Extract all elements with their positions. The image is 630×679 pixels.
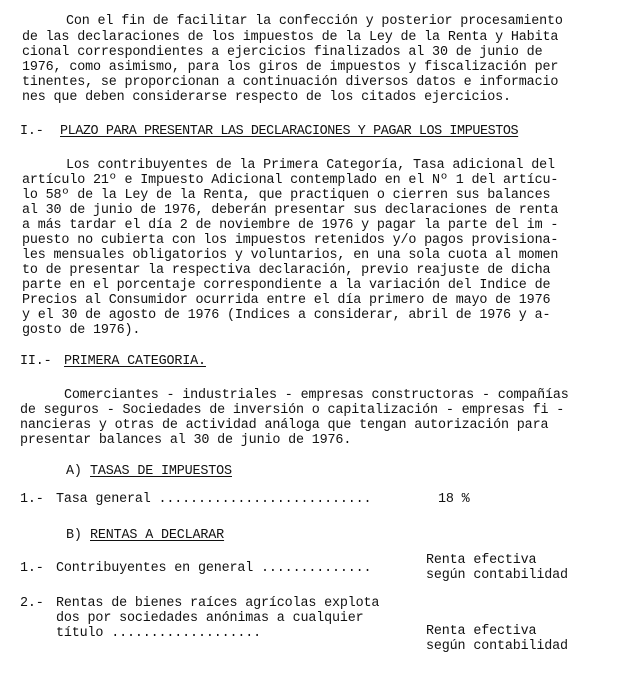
sub-b-item-1-text: Contribuyentes en general .............. bbox=[56, 561, 372, 576]
sub-a-item-value: 18 % bbox=[438, 492, 470, 507]
section-1-line-11: y el 30 de agosto de 1976 (Indices a considerar, abril de 1976 y a- bbox=[22, 308, 551, 323]
sub-b-item-2-line-3: título ................... bbox=[56, 626, 262, 641]
section-1-line-5: a más tardar el día 2 de noviembre de 1976 y pagar la parte del im - bbox=[22, 218, 559, 233]
sub-b-title: RENTAS A DECLARAR bbox=[90, 528, 225, 543]
intro-line-3: cional correspondientes a ejercicios finalizados al 30 de junio de bbox=[22, 45, 543, 60]
intro-line-5: tinentes, se proporcionan a continuación diversos datos e informacio bbox=[22, 75, 559, 90]
sub-a-item-number: 1.- bbox=[20, 492, 44, 507]
sub-b-item-1-value-line-2: según contabilidad bbox=[426, 568, 568, 583]
intro-line-4: 1976, como asimismo, para los giros de impuestos y fiscalización per bbox=[22, 60, 559, 75]
sub-a-item-text: Tasa general ........................... bbox=[56, 492, 372, 507]
section-1-line-8: to de presentar la respectiva declaración, previo reajuste de dicha bbox=[22, 263, 551, 278]
section-2-number: II.- bbox=[20, 354, 52, 369]
intro-line-1: Con el fin de facilitar la confección y posterior procesamiento bbox=[66, 14, 563, 29]
section-1-line-12: gosto de 1976). bbox=[22, 323, 141, 338]
section-1-title: PLAZO PARA PRESENTAR LAS DECLARACIONES Y PAGAR LOS IMPUESTOS bbox=[60, 124, 519, 139]
section-1-line-2: artículo 21º e Impuesto Adicional contemplado en el Nº 1 del artícu- bbox=[22, 173, 559, 188]
section-2-line-1: Comerciantes - industriales - empresas constructoras - compañías bbox=[64, 388, 569, 403]
sub-b-item-2-number: 2.- bbox=[20, 596, 44, 611]
sub-b-item-2-line-2: dos por sociedades anónimas a cualquier bbox=[56, 611, 364, 626]
sub-b-item-1-number: 1.- bbox=[20, 561, 44, 576]
section-1-line-4: al 30 de junio de 1976, deberán presentar sus declaraciones de renta bbox=[22, 203, 559, 218]
section-1-line-3: lo 58º de la Ley de la Renta, que practiquen o cierren sus balances bbox=[22, 188, 551, 203]
sub-b-item-2-value-line-1: Renta efectiva bbox=[426, 624, 537, 639]
section-2-line-3: nancieras y otras de actividad análoga que tengan autorización para bbox=[20, 418, 549, 433]
sub-b-label: B) bbox=[66, 528, 82, 543]
section-2-line-4: presentar balances al 30 de junio de 1976. bbox=[20, 433, 352, 448]
sub-b-item-2-line-1: Rentas de bienes raíces agrícolas explota bbox=[56, 596, 380, 611]
section-1-number: I.- bbox=[20, 124, 44, 139]
section-1-line-6: puesto no cubierta con los impuestos retenidos y/o pagos provisiona- bbox=[22, 233, 559, 248]
section-2-title: PRIMERA CATEGORIA. bbox=[64, 354, 206, 369]
sub-b-item-1-value-line-1: Renta efectiva bbox=[426, 553, 537, 568]
section-1-line-9: parte en el porcentaje correspondiente a la variación del Indice de bbox=[22, 278, 551, 293]
sub-b-item-2-value-line-2: según contabilidad bbox=[426, 639, 568, 654]
sub-a-label: A) bbox=[66, 464, 82, 479]
section-1-line-7: les mensuales obligatorios y voluntarios, en una sola cuota al momen bbox=[22, 248, 559, 263]
intro-line-6: nes que deben considerarse respecto de los citados ejercicios. bbox=[22, 90, 511, 105]
section-1-line-10: Precios al Consumidor ocurrida entre el día primero de mayo de 1976 bbox=[22, 293, 551, 308]
intro-line-2: de las declaraciones de los impuestos de la Ley de la Renta y Habita bbox=[22, 30, 559, 45]
sub-a-title: TASAS DE IMPUESTOS bbox=[90, 464, 232, 479]
section-2-line-2: de seguros - Sociedades de inversión o capitalización - empresas fi - bbox=[20, 403, 565, 418]
section-1-line-1: Los contribuyentes de la Primera Categoría, Tasa adicional del bbox=[66, 158, 555, 173]
